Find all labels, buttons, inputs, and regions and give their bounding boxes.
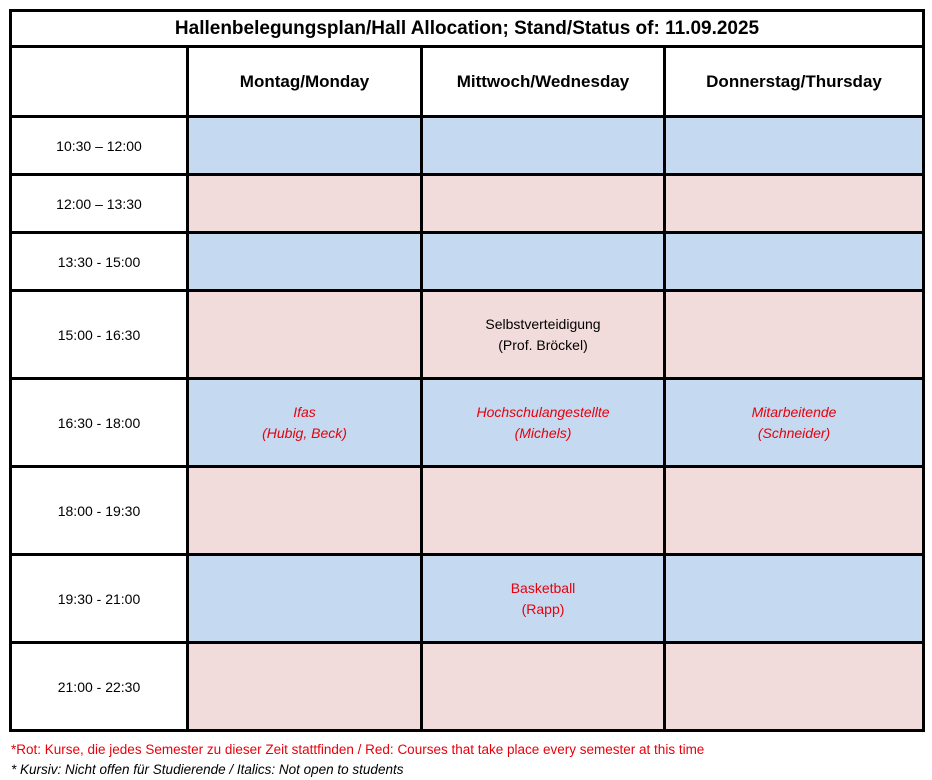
schedule-cell (665, 555, 924, 643)
course-entry (189, 402, 420, 444)
schedule-cell (422, 379, 665, 467)
day-header-row (11, 47, 924, 117)
schedule-cell (422, 555, 665, 643)
time-slot-label: 15:00 - 16:30 (11, 291, 188, 379)
schedule-cell (188, 291, 422, 379)
schedule-cell (665, 291, 924, 379)
schedule-cell (665, 175, 924, 233)
schedule-cell (188, 379, 422, 467)
schedule-cell (188, 555, 422, 643)
time-slot-label: 19:30 - 21:00 (11, 555, 188, 643)
schedule-cell (422, 467, 665, 555)
schedule-cell (422, 291, 665, 379)
schedule-cell (188, 233, 422, 291)
schedule-body (11, 117, 924, 731)
schedule-cell (665, 467, 924, 555)
day-header-monday: Montag/Monday (188, 47, 422, 117)
schedule-cell (188, 467, 422, 555)
course-name: Selbstverteidigung (485, 315, 601, 332)
course-leader: (Schneider) (757, 424, 831, 441)
schedule-cell (188, 643, 422, 731)
schedule-cell (422, 643, 665, 731)
course-name: Basketball (510, 579, 576, 596)
time-slot-row (11, 643, 924, 731)
schedule-cell (665, 379, 924, 467)
schedule-cell (422, 175, 665, 233)
course-name: Hochschulangestellte (476, 403, 610, 420)
course-leader: (Hubig, Beck) (262, 424, 347, 441)
time-slot-row (11, 233, 924, 291)
time-slot-label: 21:00 - 22:30 (11, 643, 188, 731)
course-entry (423, 314, 663, 356)
day-header-wednesday: Mittwoch/Wednesday (422, 47, 665, 117)
red-color-note: *Rot: Kurse, die jedes Semester zu dieser Zeit stattfinden / Red: Courses that take place every semester at this time (11, 742, 705, 757)
course-entry (666, 402, 922, 444)
schedule-cell (665, 643, 924, 731)
time-slot-row (11, 379, 924, 467)
time-slot-row (11, 467, 924, 555)
time-slot-row (11, 175, 924, 233)
time-slot-label: 16:30 - 18:00 (11, 379, 188, 467)
course-name: Mitarbeitende (751, 403, 837, 420)
time-slot-label: 18:00 - 19:30 (11, 467, 188, 555)
time-slot-label: 10:30 – 12:00 (11, 117, 188, 175)
day-header-thursday: Donnerstag/Thursday (665, 47, 924, 117)
time-slot-label: 13:30 - 15:00 (11, 233, 188, 291)
schedule-cell (422, 117, 665, 175)
course-leader: (Prof. Bröckel) (498, 336, 588, 353)
course-entry (423, 402, 663, 444)
time-slot-row (11, 555, 924, 643)
schedule-cell (188, 117, 422, 175)
course-leader: (Michels) (514, 424, 572, 441)
schedule-cell (665, 233, 924, 291)
empty-corner-cell (11, 47, 188, 117)
time-slot-label: 12:00 – 13:30 (11, 175, 188, 233)
hall-allocation-table (9, 9, 925, 732)
page-title: Hallenbelegungsplan/Hall Allocation; Stand/Status of: 11.09.2025 (11, 11, 924, 47)
course-entry (423, 578, 663, 620)
time-slot-row (11, 291, 924, 379)
italic-note: * Kursiv: Nicht offen für Studierende / Italics: Not open to students (11, 762, 404, 777)
schedule-cell (665, 117, 924, 175)
schedule-cell (188, 175, 422, 233)
schedule-cell (422, 233, 665, 291)
course-name: Ifas (293, 403, 316, 420)
course-leader: (Rapp) (521, 600, 565, 617)
legend-notes (11, 740, 704, 780)
time-slot-row (11, 117, 924, 175)
